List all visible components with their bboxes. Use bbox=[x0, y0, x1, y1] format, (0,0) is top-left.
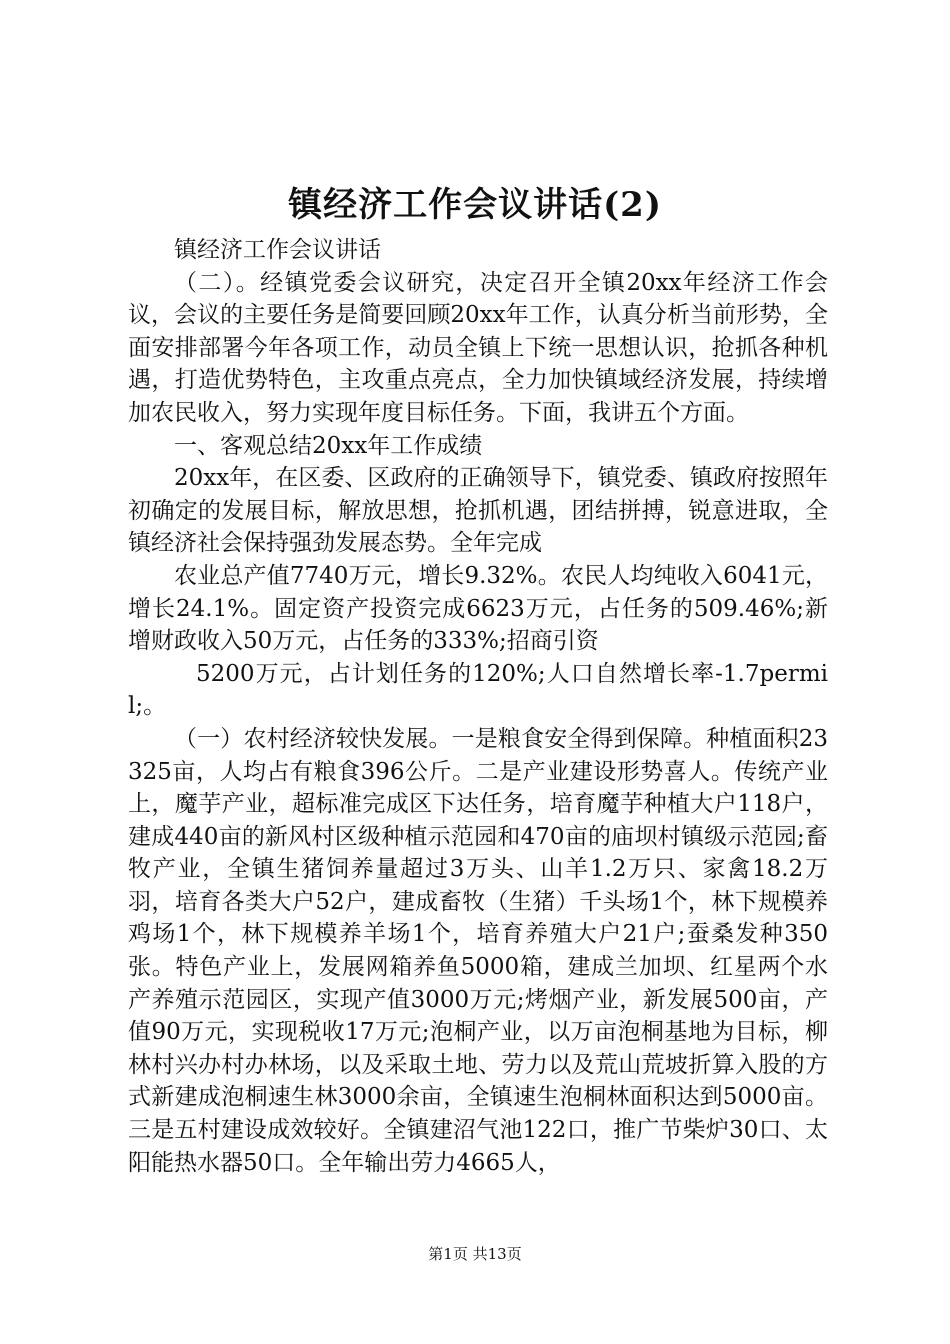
paragraph-intro: （二）。经镇党委会议研究，决定召开全镇20xx年经济工作会议，会议的主要任务是简要回顾20xx年工作，认真分析当前形势，全面安排部署今年各项工作，动员全镇上下统一思想认识，抢抓各种机遇，打造优势特色，主攻重点亮点，全力加快镇域经济发展，持续增加农民收入，努力实现年度目标任务。下面，我讲五个方面。 bbox=[128, 269, 828, 426]
paragraph-rural-economy: （一）农村经济较快发展。一是粮食安全得到保障。种植面积23325亩，人均占有粮食396公斤。二是产业建设形势喜人。传统产业上，魔芋产业，超标准完成区下达任务，培育魔芋种植大户118户，建成440亩的新风村区级种植示范园和470亩的庙坝村镇级示范园;畜牧产业，全镇生猪饲养量超过3万头、山羊1.2万只、家禽18.2万羽，培育各类大户52户，建成畜牧（生猪）千头场1个，林下规模养鸡场1个，林下规模养羊场1个，培育养殖大户21户;蚕桑发种350张。特色产业上，发展网箱养鱼5000箱，建成兰加坝、红星两个水产养殖示范园区，实现产值3000万元;烤烟产业，新发展500亩，产值90万元，实现税收17万元;泡桐产业，以万亩泡桐基地为目标，柳林村兴办村办林场，以及采取土地、劳力以及荒山荒坡折算入股的方式新建成泡桐速生林3000余亩，全镇速生泡桐林面积达到5000亩。三是五村建设成效较好。全镇建沼气池122口，推广节柴炉30口、太阳能热水器50口。全年输出劳力4665人， bbox=[128, 725, 828, 1176]
document-body bbox=[128, 234, 828, 1179]
section-heading-1: 一、客观总结20xx年工作成绩 bbox=[174, 432, 483, 459]
document-title: 镇经济工作会议讲话(2) bbox=[288, 185, 662, 225]
page-number: 第1页 共13页 bbox=[428, 1245, 522, 1263]
paragraph-summary: 20xx年，在区委、区政府的正确领导下，镇党委、镇政府按照年初确定的发展目标，解放思想，抢抓机遇，团结拼搏，锐意进取，全镇经济社会保持强劲发展态势。全年完成 bbox=[128, 465, 828, 557]
paragraph-subtitle: 镇经济工作会议讲话 bbox=[174, 237, 381, 263]
paragraph-investment: 5200万元，占计划任务的120%;人口自然增长率-1.7permil;。 bbox=[128, 660, 828, 720]
paragraph-figures: 农业总产值7740万元，增长9.32%。农民人均纯收入6041元，增长24.1%。固定资产投资完成6623万元，占任务的509.46%;新增财政收入50万元，占任务的333%;招商引资 bbox=[128, 562, 828, 655]
